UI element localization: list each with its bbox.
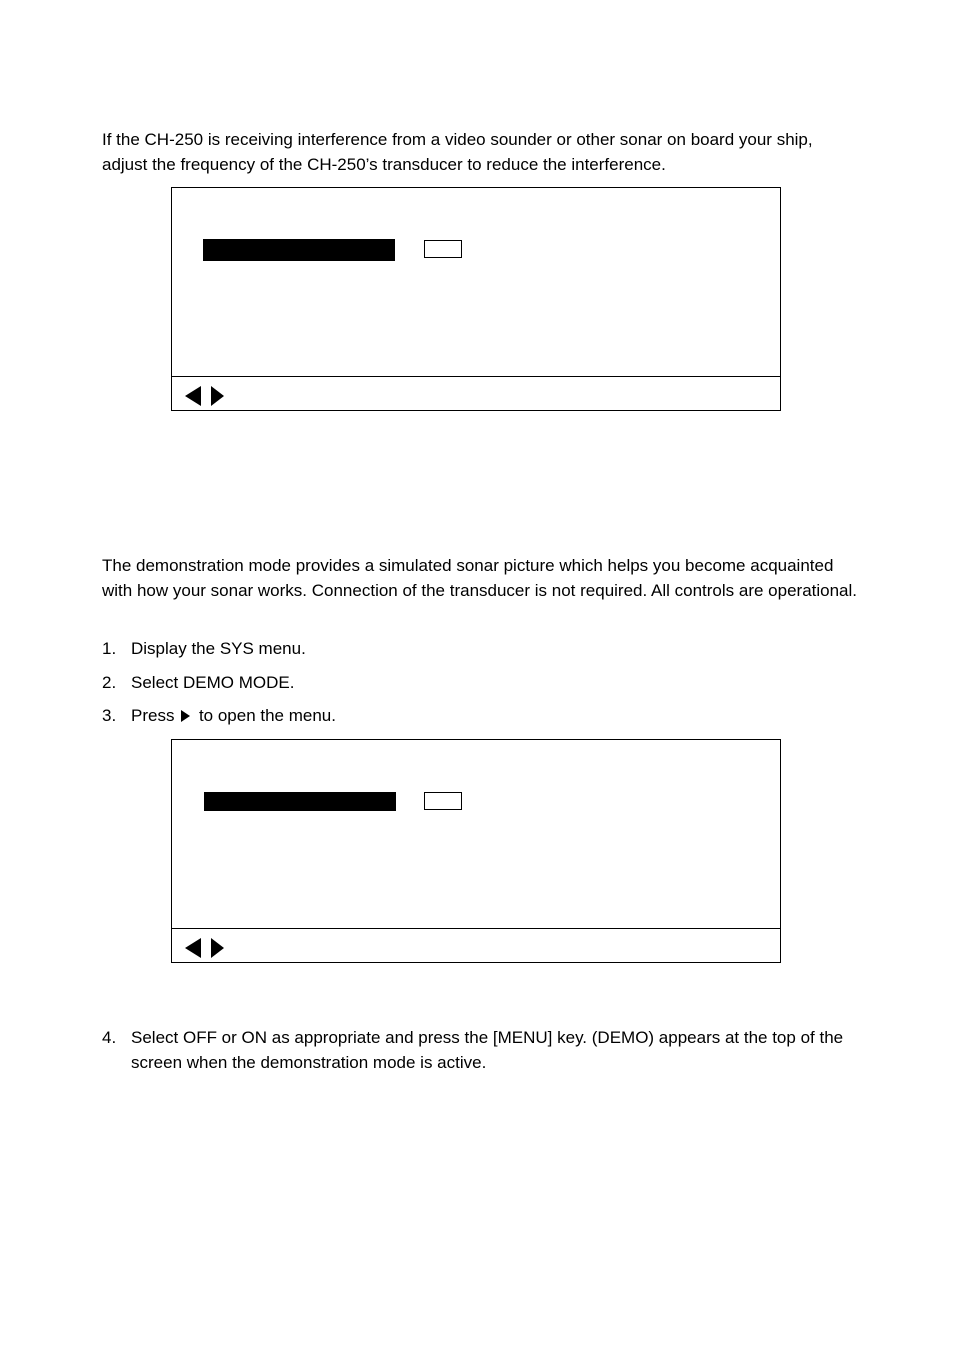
triangle-left-icon (185, 938, 201, 958)
intro-paragraph: If the CH-250 is receiving interference from a video sounder or other sonar on board your ship, adjust the frequency of the CH-250’s transducer to reduce the interference. (102, 130, 813, 174)
step-number: 3. (102, 706, 117, 725)
demo-mode-menu-figure (171, 739, 781, 963)
step-text-before: Press (131, 706, 175, 725)
step-text: Select OFF or ON as appropriate and press the [MENU] key. (DEMO) appears at the top of the screen when the demonstration mode is active. (131, 1028, 844, 1072)
menu-arrow-keys (185, 938, 224, 958)
triangle-right-icon (211, 386, 224, 406)
demo-paragraph: The demonstration mode provides a simulated sonar picture which helps you become acquainted with how your sonar works. Connection of the transducer is not required. All controls are operational. (102, 556, 858, 600)
menu-value-box (424, 240, 462, 258)
step-text (131, 703, 861, 728)
step-text: Display the SYS menu. (131, 639, 306, 658)
menu-value-box (424, 792, 462, 810)
menu-item-highlight (203, 239, 395, 261)
frequency-menu-figure (171, 187, 781, 411)
step-number: 2. (102, 673, 117, 692)
step-number: 4. (102, 1028, 117, 1047)
menu-arrow-keys (185, 386, 224, 406)
triangle-right-icon (181, 710, 190, 722)
menu-divider (172, 928, 780, 929)
step-number: 1. (102, 639, 117, 658)
step-text: Select DEMO MODE. (131, 673, 295, 692)
triangle-right-icon (211, 938, 224, 958)
step-text-after: to open the menu. (198, 706, 336, 725)
triangle-left-icon (185, 386, 201, 406)
menu-divider (172, 376, 780, 377)
menu-item-highlight (204, 792, 396, 811)
